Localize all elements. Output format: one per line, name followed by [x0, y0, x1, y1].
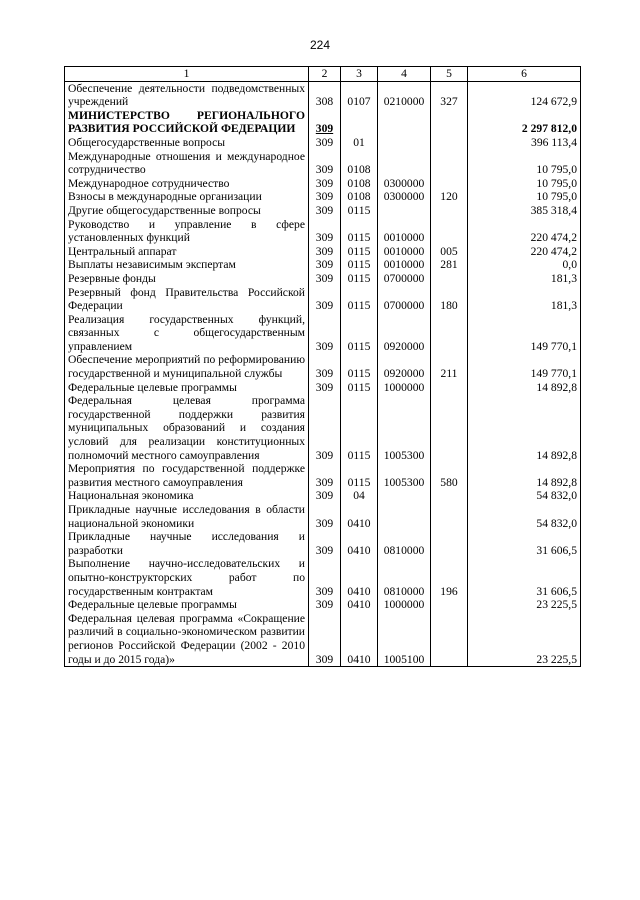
row-amount: 10 795,0 — [468, 150, 581, 177]
table-row — [65, 489, 581, 503]
header-row — [65, 67, 581, 82]
row-section: 01 — [341, 136, 378, 150]
row-article: 1000000 — [378, 381, 431, 395]
table-row — [65, 258, 581, 272]
row-amount: 31 606,5 — [468, 557, 581, 598]
row-amount: 23 225,5 — [468, 598, 581, 612]
row-article — [378, 136, 431, 150]
row-expense-type: 211 — [431, 353, 468, 380]
row-name: Федеральные целевые программы — [65, 598, 309, 612]
row-section: 0108 — [341, 190, 378, 204]
row-name: Общегосударственные вопросы — [65, 136, 309, 150]
row-article: 0010000 — [378, 218, 431, 245]
table-row — [65, 313, 581, 354]
row-section: 0410 — [341, 557, 378, 598]
table-row — [65, 612, 581, 667]
row-name: Федеральные целевые программы — [65, 381, 309, 395]
table-row — [65, 353, 581, 380]
row-chapter: 309 — [309, 136, 341, 150]
row-section: 0108 — [341, 150, 378, 177]
row-expense-type — [431, 381, 468, 395]
row-section: 0115 — [341, 353, 378, 380]
row-amount: 181,3 — [468, 286, 581, 313]
row-section: 0115 — [341, 258, 378, 272]
row-expense-type — [431, 612, 468, 667]
row-chapter: 309 — [309, 381, 341, 395]
row-name: Выплаты независимым экспертам — [65, 258, 309, 272]
table-row — [65, 394, 581, 462]
row-amount: 54 832,0 — [468, 503, 581, 530]
row-article: 1005300 — [378, 394, 431, 462]
row-expense-type: 180 — [431, 286, 468, 313]
row-amount: 220 474,2 — [468, 245, 581, 259]
row-amount: 149 770,1 — [468, 313, 581, 354]
row-expense-type — [431, 272, 468, 286]
row-chapter: 309 — [309, 272, 341, 286]
row-article — [378, 489, 431, 503]
row-name: Резервные фонды — [65, 272, 309, 286]
row-chapter: 309 — [309, 218, 341, 245]
page-number: 224 — [309, 38, 331, 52]
column-header-article: 4 — [378, 67, 431, 82]
row-expense-type — [431, 530, 468, 557]
row-expense-type: 327 — [431, 81, 468, 109]
row-article — [378, 204, 431, 218]
row-section — [341, 109, 378, 136]
row-article: 0300000 — [378, 177, 431, 191]
row-section: 0115 — [341, 394, 378, 462]
row-name: Обеспечение деятельности подведомственных учреждений — [65, 81, 309, 109]
row-chapter: 309 — [309, 177, 341, 191]
row-amount: 385 318,4 — [468, 204, 581, 218]
row-article: 1005100 — [378, 612, 431, 667]
row-amount: 23 225,5 — [468, 612, 581, 667]
row-section: 0410 — [341, 598, 378, 612]
row-name: Выполнение научно-исследовательских и опытно-конструкторских работ по государственным контрактам — [65, 557, 309, 598]
row-section: 0108 — [341, 177, 378, 191]
row-section: 0115 — [341, 272, 378, 286]
row-name: Реализация государственных функций, связанных с общегосударственным управлением — [65, 313, 309, 354]
row-name: Центральный аппарат — [65, 245, 309, 259]
row-section: 0115 — [341, 204, 378, 218]
row-section: 0115 — [341, 286, 378, 313]
row-name: Федеральная целевая программа государственной поддержки развития муниципальных образований и создания условий для реализации конституционных полномочий местного самоуправления — [65, 394, 309, 462]
row-name: Международные отношения и международное сотрудничество — [65, 150, 309, 177]
row-chapter: 309 — [309, 462, 341, 489]
row-expense-type — [431, 109, 468, 136]
row-expense-type — [431, 177, 468, 191]
row-expense-type: 005 — [431, 245, 468, 259]
row-amount: 124 672,9 — [468, 81, 581, 109]
column-header-name: 1 — [65, 67, 309, 82]
row-name: МИНИСТЕРСТВО РЕГИОНАЛЬНОГО РАЗВИТИЯ РОССИЙСКОЙ ФЕДЕРАЦИИ — [65, 109, 309, 136]
table-row — [65, 109, 581, 136]
row-name: Федеральная целевая программа «Сокращение различий в социально-экономическом развитии регионов Российской Федерации (2002 - 2010 годы и до 2015 года)» — [65, 612, 309, 667]
budget-table — [64, 66, 581, 667]
row-expense-type — [431, 503, 468, 530]
table-row — [65, 462, 581, 489]
row-expense-type — [431, 150, 468, 177]
row-amount: 10 795,0 — [468, 190, 581, 204]
row-chapter: 309 — [309, 612, 341, 667]
row-amount: 396 113,4 — [468, 136, 581, 150]
row-chapter: 309 — [309, 204, 341, 218]
row-section: 0410 — [341, 503, 378, 530]
table-row — [65, 503, 581, 530]
row-expense-type — [431, 598, 468, 612]
row-article: 0010000 — [378, 245, 431, 259]
row-amount: 54 832,0 — [468, 489, 581, 503]
row-article: 1005300 — [378, 462, 431, 489]
row-expense-type — [431, 204, 468, 218]
row-amount: 10 795,0 — [468, 177, 581, 191]
column-header-expense-type: 5 — [431, 67, 468, 82]
row-chapter: 309 — [309, 598, 341, 612]
table-row — [65, 245, 581, 259]
row-section: 0115 — [341, 245, 378, 259]
table-row — [65, 272, 581, 286]
row-name: Международное сотрудничество — [65, 177, 309, 191]
row-name: Прикладные научные исследования и разработки — [65, 530, 309, 557]
row-name: Обеспечение мероприятий по реформированию государственной и муниципальной службы — [65, 353, 309, 380]
column-header-amount: 6 — [468, 67, 581, 82]
row-article: 0920000 — [378, 353, 431, 380]
row-section: 0107 — [341, 81, 378, 109]
row-section: 04 — [341, 489, 378, 503]
table-row — [65, 530, 581, 557]
row-chapter: 309 — [309, 150, 341, 177]
table-row — [65, 557, 581, 598]
table-row — [65, 218, 581, 245]
table-row — [65, 136, 581, 150]
row-article: 0010000 — [378, 258, 431, 272]
row-section: 0115 — [341, 462, 378, 489]
table-row — [65, 150, 581, 177]
table-row — [65, 598, 581, 612]
row-expense-type: 281 — [431, 258, 468, 272]
row-name: Другие общегосударственные вопросы — [65, 204, 309, 218]
row-chapter: 309 — [309, 286, 341, 313]
row-amount: 149 770,1 — [468, 353, 581, 380]
row-amount: 14 892,8 — [468, 462, 581, 489]
row-name: Прикладные научные исследования в области национальной экономики — [65, 503, 309, 530]
row-amount: 31 606,5 — [468, 530, 581, 557]
row-chapter: 309 — [309, 530, 341, 557]
row-section: 0410 — [341, 612, 378, 667]
row-amount: 14 892,8 — [468, 381, 581, 395]
row-amount: 181,3 — [468, 272, 581, 286]
row-expense-type — [431, 136, 468, 150]
row-chapter: 308 — [309, 81, 341, 109]
table-row — [65, 286, 581, 313]
row-chapter: 309 — [309, 557, 341, 598]
row-chapter: 309 — [309, 245, 341, 259]
row-section: 0115 — [341, 313, 378, 354]
row-chapter: 309 — [309, 190, 341, 204]
row-section: 0115 — [341, 218, 378, 245]
row-name: Мероприятия по государственной поддержке развития местного самоуправления — [65, 462, 309, 489]
row-expense-type: 120 — [431, 190, 468, 204]
row-article: 0300000 — [378, 190, 431, 204]
row-article: 0210000 — [378, 81, 431, 109]
row-article: 0920000 — [378, 313, 431, 354]
row-name: Взносы в международные организации — [65, 190, 309, 204]
row-chapter: 309 — [309, 109, 341, 136]
row-article: 1000000 — [378, 598, 431, 612]
row-expense-type — [431, 489, 468, 503]
row-chapter: 309 — [309, 503, 341, 530]
table-row — [65, 204, 581, 218]
row-chapter: 309 — [309, 394, 341, 462]
row-section: 0410 — [341, 530, 378, 557]
table-row — [65, 177, 581, 191]
row-expense-type: 196 — [431, 557, 468, 598]
row-chapter: 309 — [309, 258, 341, 272]
table-row — [65, 190, 581, 204]
row-section: 0115 — [341, 381, 378, 395]
row-amount: 14 892,8 — [468, 394, 581, 462]
row-article: 0810000 — [378, 530, 431, 557]
row-expense-type — [431, 313, 468, 354]
row-name: Руководство и управление в сфере установленных функций — [65, 218, 309, 245]
row-chapter: 309 — [309, 353, 341, 380]
row-article: 0700000 — [378, 272, 431, 286]
row-name: Национальная экономика — [65, 489, 309, 503]
row-article — [378, 503, 431, 530]
row-expense-type: 580 — [431, 462, 468, 489]
column-header-section: 3 — [341, 67, 378, 82]
row-amount: 0,0 — [468, 258, 581, 272]
row-expense-type — [431, 218, 468, 245]
row-chapter: 309 — [309, 313, 341, 354]
row-article — [378, 109, 431, 136]
row-expense-type — [431, 394, 468, 462]
row-amount: 2 297 812,0 — [468, 109, 581, 136]
table-row — [65, 381, 581, 395]
row-name: Резервный фонд Правительства Российской Федерации — [65, 286, 309, 313]
column-header-chapter: 2 — [309, 67, 341, 82]
row-article: 0810000 — [378, 557, 431, 598]
table-body — [65, 81, 581, 667]
row-article — [378, 150, 431, 177]
table-row — [65, 81, 581, 109]
row-chapter: 309 — [309, 489, 341, 503]
row-article: 0700000 — [378, 286, 431, 313]
table-header — [65, 67, 581, 82]
row-amount: 220 474,2 — [468, 218, 581, 245]
